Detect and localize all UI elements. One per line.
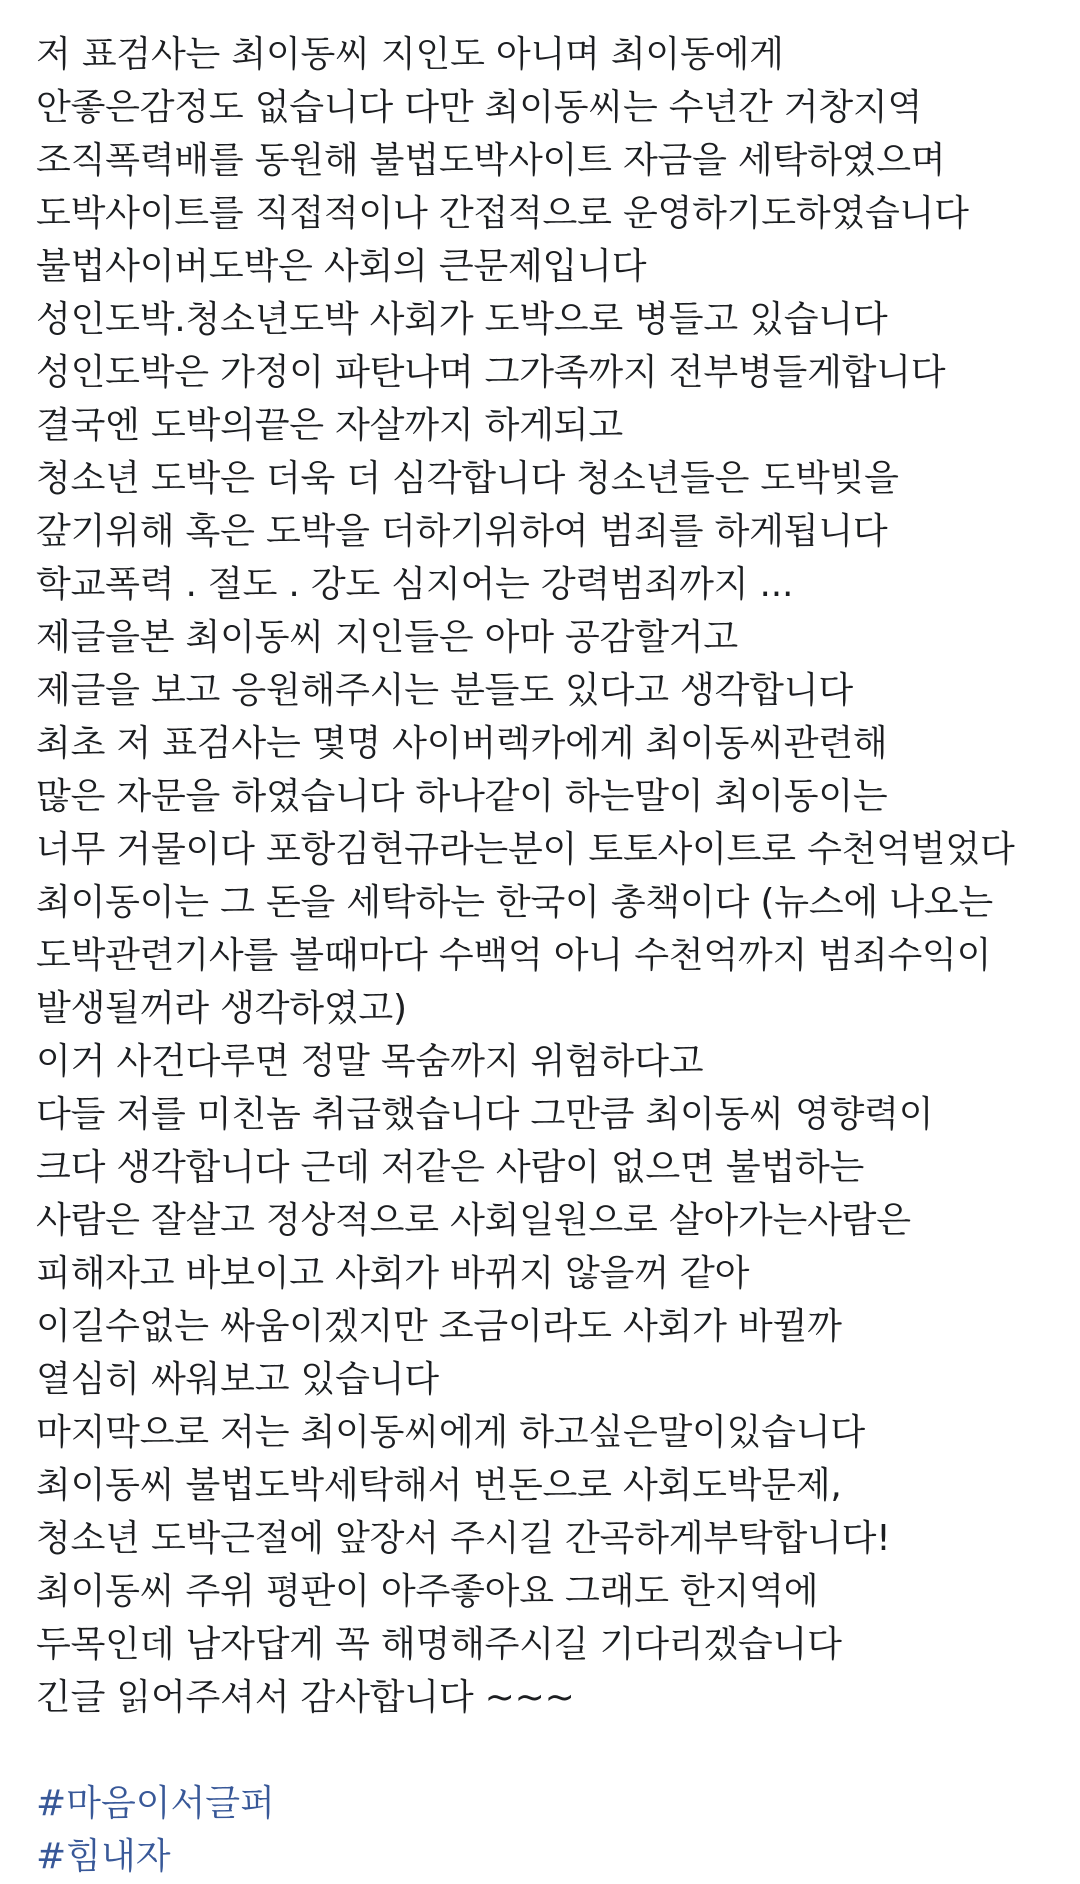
post-line: 이길수없는 싸움이겠지만 조금이라도 사회가 바뀔까	[36, 1306, 842, 1347]
post-line: 마지막으로 저는 최이동씨에게 하고싶은말이있습니다	[36, 1412, 865, 1453]
post-line: 많은 자문을 하였습니다 하나같이 하는말이 최이동이는	[36, 776, 888, 817]
post-line: 두목인데 남자답게 꼭 해명해주시길 기다리겠습니다	[36, 1624, 842, 1665]
post-line: 최이동씨 주위 평판이 아주좋아요 그래도 한지역에	[36, 1571, 819, 1612]
post-line: 성인도박.청소년도박 사회가 도박으로 병들고 있습니다	[36, 299, 888, 340]
post-line: 최이동이는 그 돈을 세탁하는 한국이 총책이다 (뉴스에 나오는	[36, 882, 993, 923]
post-line: 조직폭력배를 동원해 불법도박사이트 자금을 세탁하였으며	[36, 140, 946, 181]
post-line: 청소년 도박은 더욱 더 심각합니다 청소년들은 도박빚을	[36, 458, 899, 499]
post-line: 다들 저를 미친놈 취급했습니다 그만큼 최이동씨 영향력이	[36, 1094, 934, 1135]
post-body	[36, 28, 1066, 1883]
post-line: 도박관련기사를 볼때마다 수백억 아니 수천억까지 범죄수익이	[36, 935, 992, 976]
post-line: 이거 사건다루면 정말 목숨까지 위험하다고	[36, 1041, 704, 1082]
hashtag-link[interactable]: #마음이서글퍼	[36, 1783, 275, 1824]
post-line: 크다 생각합니다 근데 저같은 사람이 없으면 불법하는	[36, 1147, 865, 1188]
post-line: 결국엔 도박의끝은 자살까지 하게되고	[36, 405, 623, 446]
post-line: 열심히 싸워보고 있습니다	[36, 1359, 439, 1400]
post-line: 도박사이트를 직접적이나 간접적으로 운영하기도하였습니다	[36, 193, 969, 234]
post-line: 갚기위해 혹은 도박을 더하기위하여 범죄를 하게됩니다	[36, 511, 888, 552]
post-line: 성인도박은 가정이 파탄나며 그가족까지 전부병들게합니다	[36, 352, 946, 393]
post-line: 학교폭력 . 절도 . 강도 심지어는 강력범죄까지 ...	[36, 564, 794, 605]
hashtag-link[interactable]: #힘내자	[36, 1836, 171, 1877]
post-line: 안좋은감정도 없습니다 다만 최이동씨는 수년간 거창지역	[36, 87, 923, 128]
post-line: 긴글 읽어주셔서 감사합니다 ~~~	[36, 1677, 575, 1718]
post-line: 최이동씨 불법도박세탁해서 번돈으로 사회도박문제,	[36, 1465, 842, 1506]
post-line: 발생될꺼라 생각하였고)	[36, 988, 407, 1029]
post-line: 너무 거물이다 포항김현규라는분이 토토사이트로 수천억벌었다	[36, 829, 1015, 870]
hashtag-list	[36, 1777, 1066, 1883]
post-line: 불법사이버도박은 사회의 큰문제입니다	[36, 246, 647, 287]
post-line: 피해자고 바보이고 사회가 바뀌지 않을꺼 같아	[36, 1253, 750, 1294]
paragraph-gap	[36, 1724, 1066, 1777]
post-line: 제글을 보고 응원해주시는 분들도 있다고 생각합니다	[36, 670, 853, 711]
post-line: 사람은 잘살고 정상적으로 사회일원으로 살아가는사람은	[36, 1200, 911, 1241]
post-line: 제글을본 최이동씨 지인들은 아마 공감할거고	[36, 617, 738, 658]
post-line: 청소년 도박근절에 앞장서 주시길 간곡하게부탁합니다!	[36, 1518, 891, 1559]
post-line: 최초 저 표검사는 몇명 사이버렉카에게 최이동씨관련해	[36, 723, 888, 764]
post-line: 저 표검사는 최이동씨 지인도 아니며 최이동에게	[36, 34, 784, 75]
